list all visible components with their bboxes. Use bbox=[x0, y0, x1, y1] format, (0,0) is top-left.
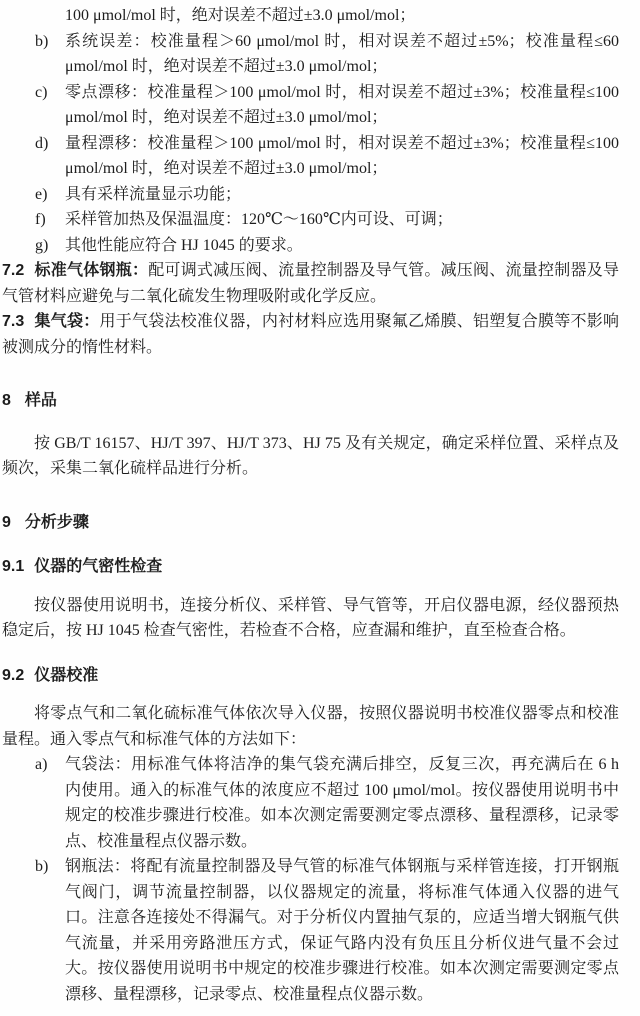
heading-number: 9.1 bbox=[2, 558, 25, 575]
item-label: b) bbox=[35, 858, 49, 875]
section-9-1-paragraph: 按仪器使用说明书，连接分析仪、采样管、导气管等，开启仪器电源，经仪器预热稳定后，按 HJ 1045 检查气密性，若检查不合格，应查漏和维护，直至检查合格。 bbox=[2, 596, 619, 639]
item-text: 采样管加热及保温温度：120℃～160℃内可设、可调； bbox=[65, 211, 453, 228]
item-label: f) bbox=[35, 211, 46, 228]
item-text: 零点漂移：校准量程＞100 μmol/mol 时，相对误差不超过±3%；校准量程≤100 μmol/mol 时，绝对误差不超过±3.0 μmol/mol； bbox=[65, 83, 619, 126]
clause-text: 配可调式减压阀、流量控制器及导气管。减压阀、流量控制器及导气管材料应避免与二氧化硫发生物理吸附或化学反应。 bbox=[2, 262, 619, 305]
item-label: d) bbox=[35, 134, 49, 152]
calibration-item-b bbox=[35, 854, 619, 1007]
item-text: 量程漂移：校准量程＞100 μmol/mol 时，相对误差不超过±3%；校准量程≤100 μmol/mol 时，绝对误差不超过±3.0 μmol/mol； bbox=[65, 134, 619, 177]
item-text: 气袋法：用标准气体将洁净的集气袋充满后排空，反复三次，再充满后在 6 h 内使用。通入的标准气体的浓度应不超过 100 μmol/mol。按仪器使用说明书中规定的校准步骤进行校准。如本次测定需要测定零点漂移、量程漂移，记录零点、校准量程点仪器示数。 bbox=[65, 756, 619, 850]
heading-number: 8 bbox=[2, 392, 11, 409]
heading-number: 9.2 bbox=[2, 666, 25, 684]
section-9-heading bbox=[2, 510, 619, 536]
continuation-line: 100 μmol/mol 时，绝对误差不超过±3.0 μmol/mol； bbox=[65, 7, 416, 24]
clause-text: 用于气袋法校准仪器，内衬材料应选用聚氟乙烯膜、铝塑复合膜等不影响被测成分的惰性材料。 bbox=[2, 313, 619, 356]
item-text: 具有采样流量显示功能； bbox=[65, 185, 242, 203]
heading-title: 样品 bbox=[24, 392, 57, 409]
section-9-2-heading bbox=[2, 663, 619, 689]
performance-item-f bbox=[35, 207, 619, 233]
performance-item-e bbox=[35, 182, 619, 208]
calibration-item-a bbox=[35, 752, 619, 854]
heading-number: 9 bbox=[2, 513, 11, 531]
item-label: b) bbox=[35, 32, 49, 50]
performance-item-c bbox=[35, 80, 619, 131]
clause-7-2 bbox=[2, 258, 619, 309]
section-9-1-heading bbox=[2, 554, 619, 580]
heading-title: 仪器校准 bbox=[34, 666, 99, 684]
item-label: g) bbox=[35, 236, 49, 254]
section-8-paragraph: 按 GB/T 16157、HJ/T 397、HJ/T 373、HJ 75 及有关规定，确定采样位置、采样点及频次，采集二氧化硫样品进行分析。 bbox=[2, 434, 619, 477]
section-8-heading bbox=[2, 388, 619, 414]
clause-7-3 bbox=[2, 309, 619, 360]
clause-number: 7.2 bbox=[2, 262, 25, 279]
performance-item-g bbox=[35, 233, 619, 259]
item-text: 钢瓶法：将配有流量控制器及导气管的标准气体钢瓶与采样管连接，打开钢瓶气阀门，调节流量控制器，以仪器规定的流量，将标准气体通入仪器的进气口。注意各连接处不得漏气。对于分析仪内置抽气泵的，应适当增大钢瓶气供气流量，并采用旁路泄压方式，保证气路内没有负压且分析仪进气量不会过大。按仪器使用说明书中规定的校准步骤进行校准。如本次测定需要测定零点漂移、量程漂移，记录零点、校准量程点仪器示数。 bbox=[65, 858, 619, 1003]
item-text: 系统误差：校准量程＞60 μmol/mol 时，相对误差不超过±5%；校准量程≤60 μmol/mol 时，绝对误差不超过±3.0 μmol/mol； bbox=[65, 32, 619, 75]
clause-term: 集气袋： bbox=[34, 313, 100, 330]
item-label: a) bbox=[35, 756, 48, 773]
item-text: 其他性能应符合 HJ 1045 的要求。 bbox=[65, 236, 303, 254]
item-label: c) bbox=[35, 83, 48, 101]
heading-title: 仪器的气密性检查 bbox=[34, 558, 163, 575]
clause-number: 7.3 bbox=[2, 313, 25, 330]
section-9-2-paragraph: 将零点气和二氧化硫标准气体依次导入仪器，按照仪器说明书校准仪器零点和校准量程。通入零点气和标准气体的方法如下： bbox=[2, 705, 619, 748]
clause-term: 标准气体钢瓶： bbox=[34, 262, 149, 279]
heading-title: 分析步骤 bbox=[24, 513, 89, 531]
performance-item-b bbox=[35, 29, 619, 80]
item-label: e) bbox=[35, 185, 48, 203]
performance-item-d bbox=[35, 131, 619, 182]
